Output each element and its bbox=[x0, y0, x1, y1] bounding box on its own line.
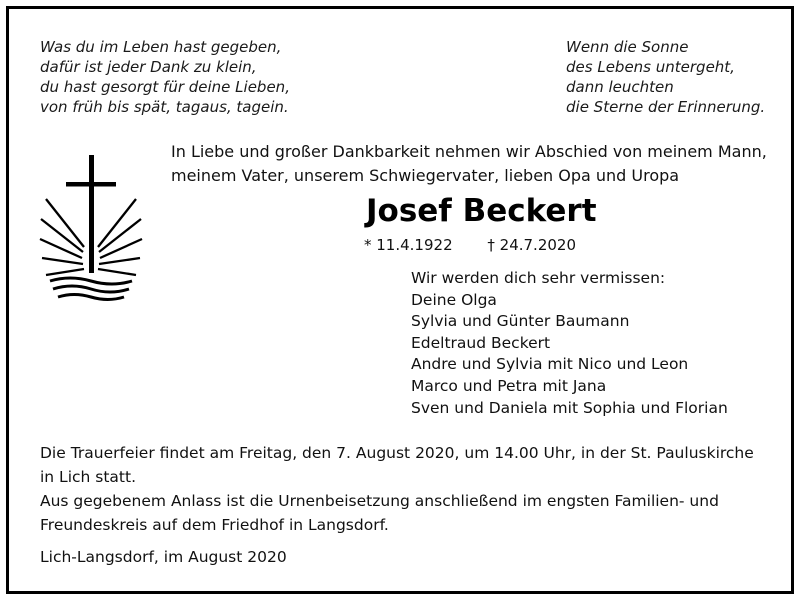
mourners-heading: Wir werden dich sehr vermissen: bbox=[411, 269, 666, 287]
mourner-entry: Marco und Petra mit Jana bbox=[411, 376, 607, 395]
cross-sunrise-water-icon bbox=[36, 155, 146, 315]
poem-right bbox=[566, 37, 765, 117]
intro-line: In Liebe und großer Dankbarkeit nehmen wir Abschied von meinem Mann, bbox=[171, 142, 767, 161]
birth-date: * 11.4.1922 bbox=[364, 236, 453, 254]
intro-text bbox=[171, 140, 771, 188]
deceased-name: Josef Beckert bbox=[366, 193, 597, 229]
place-date-line: Lich-Langsdorf, im August 2020 bbox=[40, 548, 287, 566]
mourner-entry: Sven und Daniela mit Sophia und Florian bbox=[411, 398, 728, 417]
burial-notice-line: Aus gegebenem Anlass ist die Urnenbeisetzung anschließend im engsten Familien- und bbox=[40, 492, 719, 510]
death-date: † 24.7.2020 bbox=[487, 236, 576, 254]
life-dates bbox=[364, 236, 576, 254]
poem-left bbox=[40, 37, 290, 117]
intro-line: meinem Vater, unserem Schwiegervater, lieben Opa und Uropa bbox=[171, 166, 680, 185]
poem-left-line: dafür ist jeder Dank zu klein, bbox=[40, 58, 257, 76]
place-date bbox=[40, 545, 760, 569]
burial-notice-line: Freundeskreis auf dem Friedhof in Langsdorf. bbox=[40, 516, 389, 534]
poem-right-line: des Lebens untergeht, bbox=[566, 58, 735, 76]
poem-left-line: du hast gesorgt für deine Lieben, bbox=[40, 78, 290, 96]
poem-right-line: die Sterne der Erinnerung. bbox=[566, 98, 766, 116]
mourners-list bbox=[411, 268, 728, 419]
mourner-entry: Deine Olga bbox=[411, 290, 497, 309]
funeral-notice-line: in Lich statt. bbox=[40, 468, 137, 486]
poem-right-line: Wenn die Sonne bbox=[566, 38, 689, 56]
poem-right-line: dann leuchten bbox=[566, 78, 674, 96]
poem-left-line: Was du im Leben hast gegeben, bbox=[40, 38, 282, 56]
funeral-notice bbox=[40, 441, 760, 489]
mourner-entry: Sylvia und Günter Baumann bbox=[411, 312, 630, 331]
poem-left-line: von früh bis spät, tagaus, tagein. bbox=[40, 98, 289, 116]
mourner-entry: Andre und Sylvia mit Nico und Leon bbox=[411, 355, 689, 374]
funeral-notice-line: Die Trauerfeier findet am Freitag, den 7. August 2020, um 14.00 Uhr, in der St. Pauluskirche bbox=[40, 444, 754, 462]
mourner-entry: Edeltraud Beckert bbox=[411, 333, 551, 352]
burial-notice bbox=[40, 489, 760, 537]
